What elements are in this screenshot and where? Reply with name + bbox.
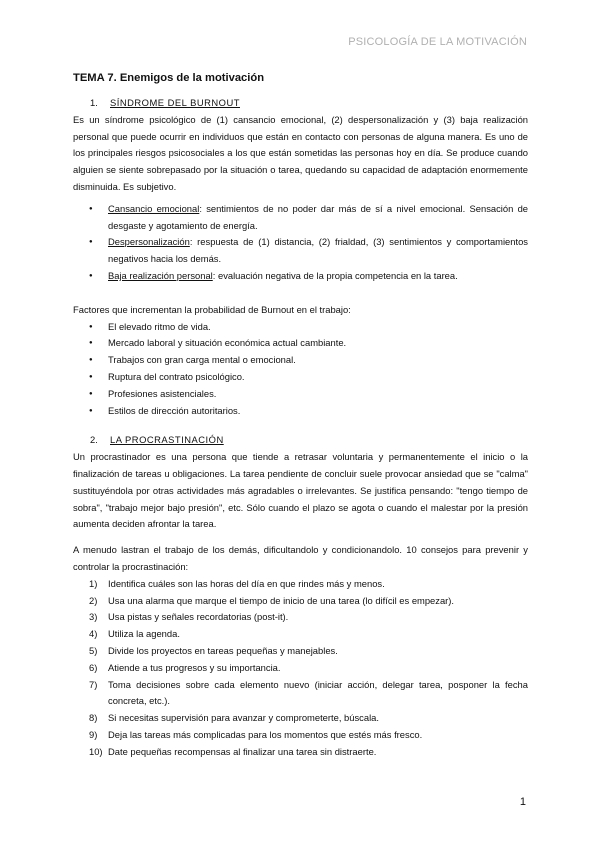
tips-list (73, 576, 528, 761)
list-item (73, 710, 528, 727)
definition: : respuesta de (1) distancia, (2) frialdad, (3) sentimientos y comportamientos negativos hacia los demás. (108, 236, 528, 265)
list-item (73, 609, 528, 626)
list-item (73, 576, 528, 593)
factors-intro: Factores que incrementan la probabilidad de Burnout en el trabajo: (73, 303, 351, 315)
procrastination-paragraph: Un procrastinador es una persona que tiende a retrasar voluntaria y permanentemente el inicio o la finalización de tareas u obligaciones. La tarea pendiente de concluir suele provocar ansiedad que se "calma" sustituyéndola por otras actividades más agradables o irrelevantes. Se justifica pensando: "tengo tiempo de sobra", "trabajo mejor bajo presión", etc. Sólo cuando el plazo se agota o cuando el malestar por la presión aumenta deciden afrontar la tarea. (73, 451, 528, 530)
document-body (73, 70, 528, 760)
list-item: ● Trabajos con gran carga mental o emocional. (73, 352, 528, 369)
factors-list (73, 319, 528, 420)
item-number: 1) (89, 577, 98, 589)
term: Baja realización personal (108, 269, 213, 281)
item-text: Utiliza la agenda. (108, 628, 180, 640)
definition: : evaluación negativa de la propia competencia en la tarea. (212, 269, 458, 281)
list-item: ● Profesiones asistenciales. (73, 386, 528, 403)
page-number: 1 (519, 796, 526, 808)
list-item (73, 268, 528, 285)
item-text: Date pequeñas recompensas al finalizar una tarea sin distraerte. (108, 745, 377, 757)
page-title: TEMA 7. Enemigos de la motivación (73, 72, 265, 84)
list-item (73, 626, 528, 643)
list-item (73, 643, 528, 660)
section-number: 1. (90, 97, 98, 108)
section-label: LA PROCRASTINACIÓN (110, 434, 224, 446)
item-text: Identifica cuáles son las horas del día en que rindes más y menos. (108, 577, 385, 589)
list-item (73, 677, 528, 711)
item-number: 5) (89, 644, 98, 656)
list-item: ● El elevado ritmo de vida. (73, 319, 528, 336)
list-item (73, 234, 528, 268)
burnout-components-list (73, 201, 528, 285)
item-text: Si necesitas supervisión para avanzar y comprometerte, búscala. (108, 712, 379, 724)
section-label: SÍNDROME DEL BURNOUT (110, 97, 240, 108)
item-text: Toma decisiones sobre cada elemento nuevo (iniciar acción, delegar tarea, posponer la fecha concreta, etc.). (108, 678, 528, 707)
section-heading-procrastination (73, 432, 528, 449)
list-item (73, 593, 528, 610)
tips-intro: A menudo lastran el trabajo de los demás, dificultandolo y condicionandolo. 10 consejos para prevenir y controlar la procrastinación: (73, 544, 528, 572)
definition: : sentimientos de no poder dar más de sí a nivel emocional. Sensación de desgaste y agotamiento de energía. (108, 202, 528, 231)
section-number: 2. (90, 434, 98, 446)
item-number: 10) (89, 745, 103, 757)
term: Despersonalización (108, 236, 190, 248)
list-item (73, 660, 528, 677)
item-number: 3) (89, 611, 98, 623)
burnout-paragraph: Es un síndrome psicológico de (1) cansancio emocional, (2) despersonalización y (3) baja realización personal que puede ocurrir en individuos que están en contacto con personas de alguna manera. Es uno de los principales riesgos psicosociales a los que están sometidas las personas hoy en día. Se produce cuando alguien se siente sobrepasado por la situación o tarea, quedando su capacidad de adaptación enormemente disminuida. Es subjetivo. (73, 113, 528, 192)
term: Cansancio emocional (108, 202, 200, 214)
section-heading-burnout (73, 95, 528, 112)
item-text: Atiende a tus progresos y su importancia. (108, 661, 281, 673)
item-number: 4) (89, 628, 98, 640)
list-item: ● Ruptura del contrato psicológico. (73, 369, 528, 386)
list-item (73, 727, 528, 744)
page-header: PSICOLOGÍA DE LA MOTIVACIÓN (348, 36, 527, 48)
item-number: 8) (89, 712, 98, 724)
item-number: 9) (89, 728, 98, 740)
item-text: Deja las tareas más complicadas para los momentos que estés más fresco. (108, 728, 423, 740)
list-item (73, 744, 528, 761)
list-item: ● Estilos de dirección autoritarios. (73, 403, 528, 420)
item-text: Usa pistas y señales recordatorias (post-it). (108, 611, 289, 623)
list-item (73, 201, 528, 235)
item-number: 6) (89, 661, 98, 673)
item-text: Divide los proyectos en tareas pequeñas y manejables. (108, 644, 338, 656)
list-item: ● Mercado laboral y situación económica actual cambiante. (73, 335, 528, 352)
item-number: 7) (89, 678, 98, 690)
item-number: 2) (89, 594, 98, 606)
item-text: Usa una alarma que marque el tiempo de inicio de una tarea (lo difícil es empezar). (108, 594, 455, 606)
